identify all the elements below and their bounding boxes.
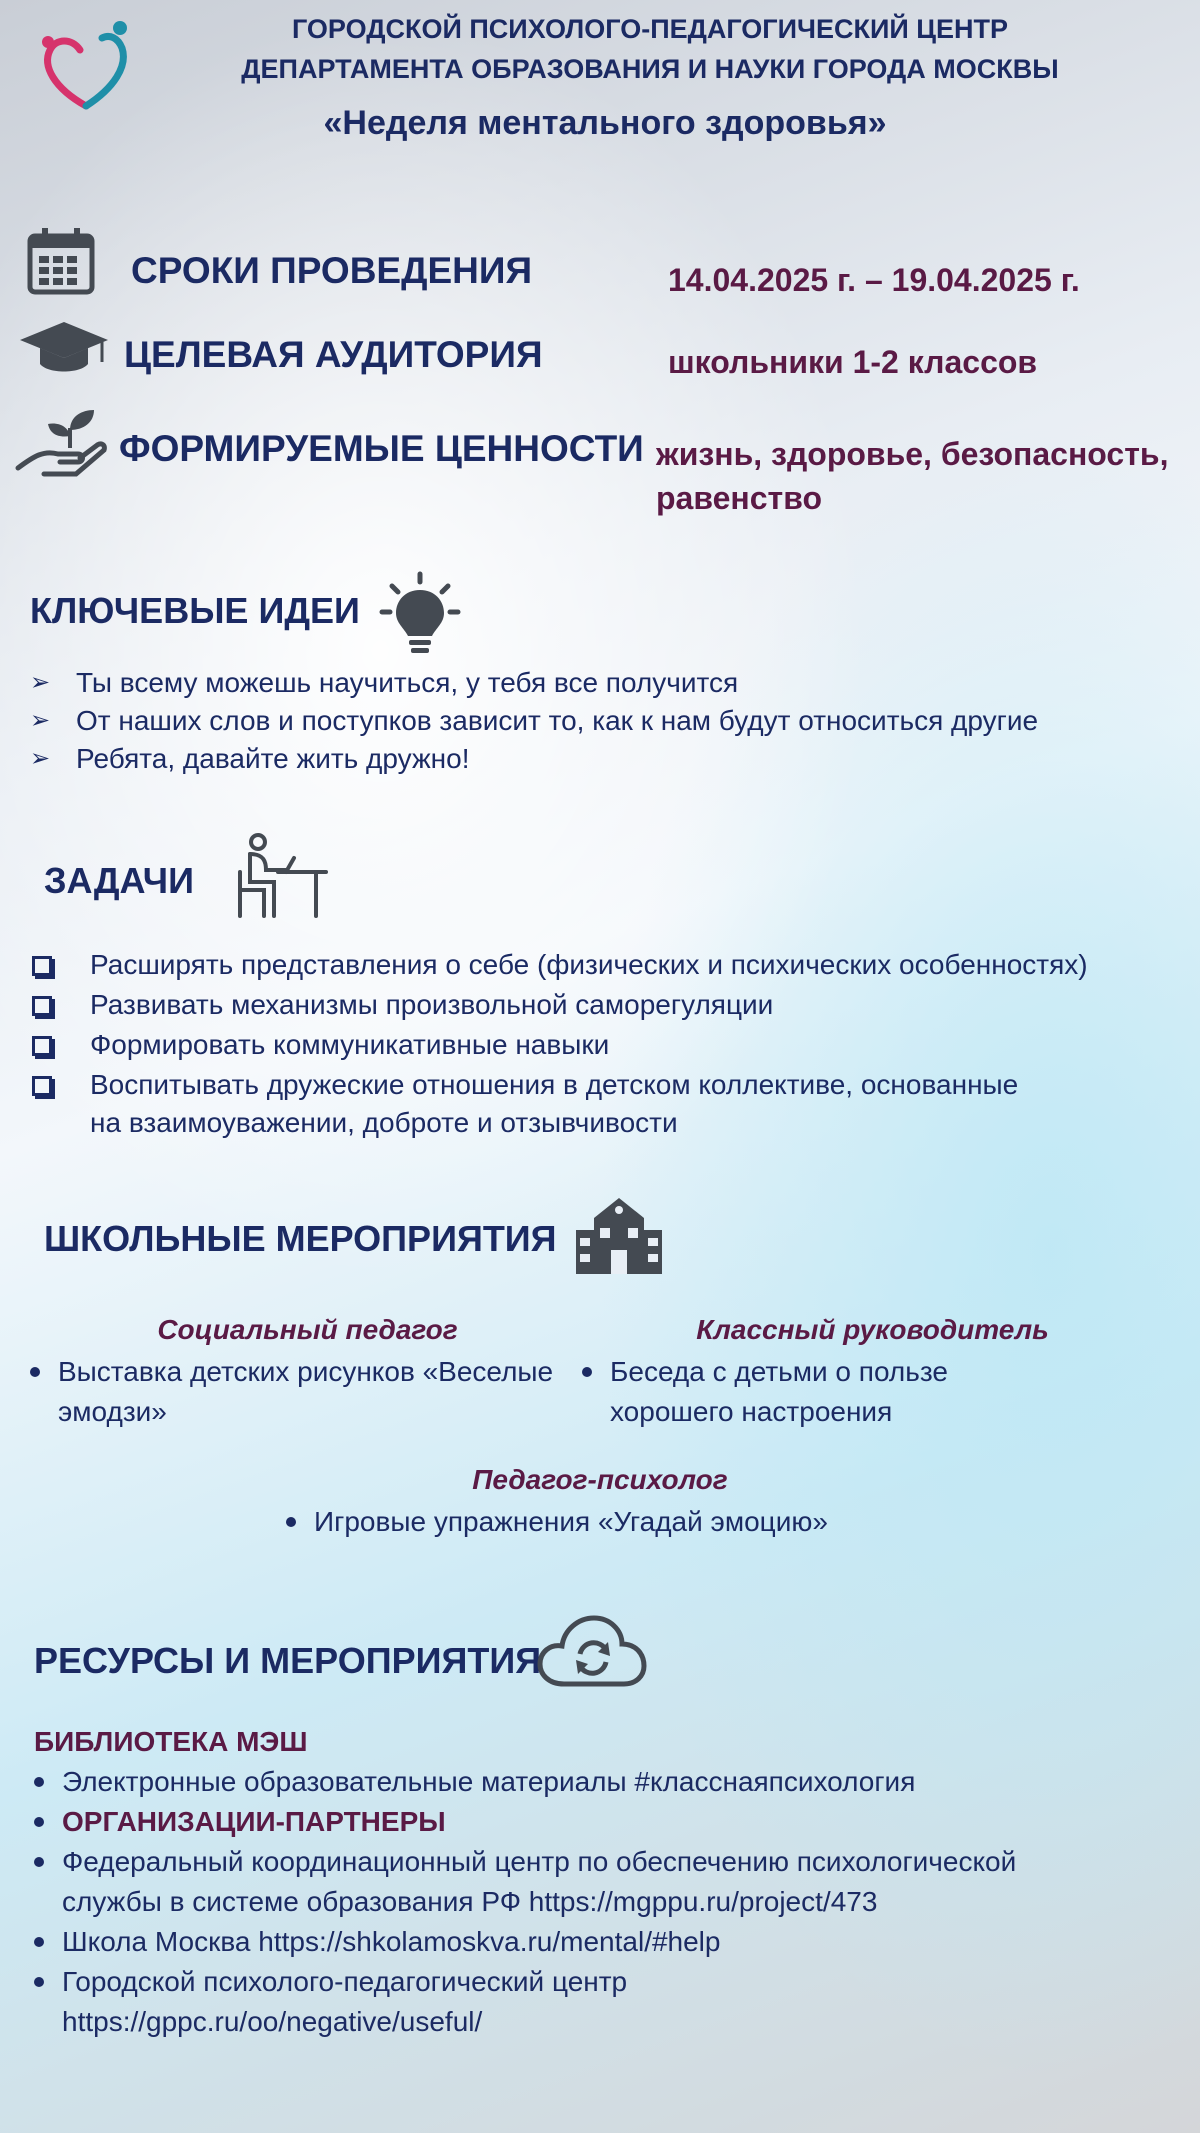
- list-item: Выставка детских рисунков «Веселые эмодзи»: [26, 1352, 566, 1432]
- list-item: ➢ Ты всему можешь научиться, у тебя все получится: [30, 664, 1170, 702]
- gppc-logo: [36, 18, 136, 118]
- library-item: Электронные образовательные материалы #класснаяпсихология: [30, 1762, 1170, 1802]
- class-teacher-list: [578, 1352, 1078, 1432]
- list-item: Расширять представления о себе (физических и психических особенностях): [30, 946, 1170, 984]
- list-item: Беседа с детьми о пользе хорошего настроения: [578, 1352, 1078, 1432]
- class-teacher-role: Классный руководитель: [696, 1314, 1049, 1345]
- arrow-bullet-icon: ➢: [30, 707, 51, 734]
- partners-heading: ОРГАНИЗАЦИИ-ПАРТНЕРЫ: [30, 1802, 1170, 1842]
- lightbulb-icon: [378, 570, 462, 660]
- library-heading: БИБЛИОТЕКА МЭШ: [34, 1726, 308, 1757]
- checkbox-bullet-icon: [32, 1036, 52, 1056]
- school-building-icon: [574, 1196, 664, 1276]
- school-events-title: ШКОЛЬНЫЕ МЕРОПРИЯТИЯ: [44, 1218, 557, 1259]
- values-value-line2: равенство: [656, 480, 822, 516]
- social-educator-role: Социальный педагог: [157, 1314, 458, 1345]
- arrow-bullet-icon: ➢: [30, 745, 51, 772]
- resources-list: [30, 1762, 1170, 2042]
- partner-item: Городской психолого-педагогический центр https://gppc.ru/oo/negative/useful/: [30, 1962, 1170, 2042]
- audience-label: ЦЕЛЕВАЯ АУДИТОРИЯ: [124, 334, 543, 375]
- social-educator-list: [26, 1352, 566, 1432]
- audience-value: школьники 1-2 классов: [668, 344, 1038, 380]
- values-value-line1: жизнь, здоровье, безопасность,: [656, 436, 1169, 472]
- header-line-1: ГОРОДСКОЙ ПСИХОЛОГО-ПЕДАГОГИЧЕСКИЙ ЦЕНТР: [291, 14, 1009, 44]
- cloud-sync-icon: [536, 1614, 648, 1688]
- sprout-hand-icon: [14, 406, 108, 480]
- list-item: ➢ Ребята, давайте жить дружно!: [30, 740, 1170, 778]
- dates-label: СРОКИ ПРОВЕДЕНИЯ: [131, 250, 533, 291]
- page-title: «Неделя ментального здоровья»: [323, 104, 887, 142]
- list-item: ➢ От наших слов и поступков зависит то, как к нам будут относиться другие: [30, 702, 1170, 740]
- partner-item: Федеральный координационный центр по обеспечению психологической службы в системе образования РФ https://mgppu.ru/project/473: [30, 1842, 1170, 1922]
- checkbox-bullet-icon: [32, 996, 52, 1016]
- psychologist-list: [282, 1502, 982, 1542]
- list-item: Развивать механизмы произвольной саморегуляции: [30, 986, 1170, 1024]
- list-item: Формировать коммуникативные навыки: [30, 1026, 1170, 1064]
- values-label: ФОРМИРУЕМЫЕ ЦЕННОСТИ: [119, 428, 644, 469]
- resources-title: РЕСУРСЫ И МЕРОПРИЯТИЯ: [34, 1640, 542, 1681]
- psychologist-role: Педагог-психолог: [472, 1464, 728, 1495]
- partner-item: Школа Москва https://shkolamoskva.ru/mental/#help: [30, 1922, 1170, 1962]
- dates-value: 14.04.2025 г. – 19.04.2025 г.: [668, 262, 1080, 298]
- list-item: Игровые упражнения «Угадай эмоцию»: [282, 1502, 982, 1542]
- header-line-2: ДЕПАРТАМЕНТА ОБРАЗОВАНИЯ И НАУКИ ГОРОДА МОСКВЫ: [241, 54, 1059, 84]
- checkbox-bullet-icon: [32, 956, 52, 976]
- calendar-icon: [26, 226, 96, 296]
- arrow-bullet-icon: ➢: [30, 669, 51, 696]
- tasks-title: ЗАДАЧИ: [44, 860, 194, 901]
- tasks-list: [30, 946, 1170, 1142]
- list-item: Воспитывать дружеские отношения в детском коллективе, основанные на взаимоуважении, доброте и отзывчивости: [30, 1066, 1170, 1142]
- key-ideas-title: КЛЮЧЕВЫЕ ИДЕИ: [30, 590, 360, 631]
- key-ideas-list: [30, 664, 1170, 778]
- graduation-cap-icon: [18, 318, 110, 378]
- checkbox-bullet-icon: [32, 1076, 52, 1096]
- student-desk-icon: [234, 832, 328, 920]
